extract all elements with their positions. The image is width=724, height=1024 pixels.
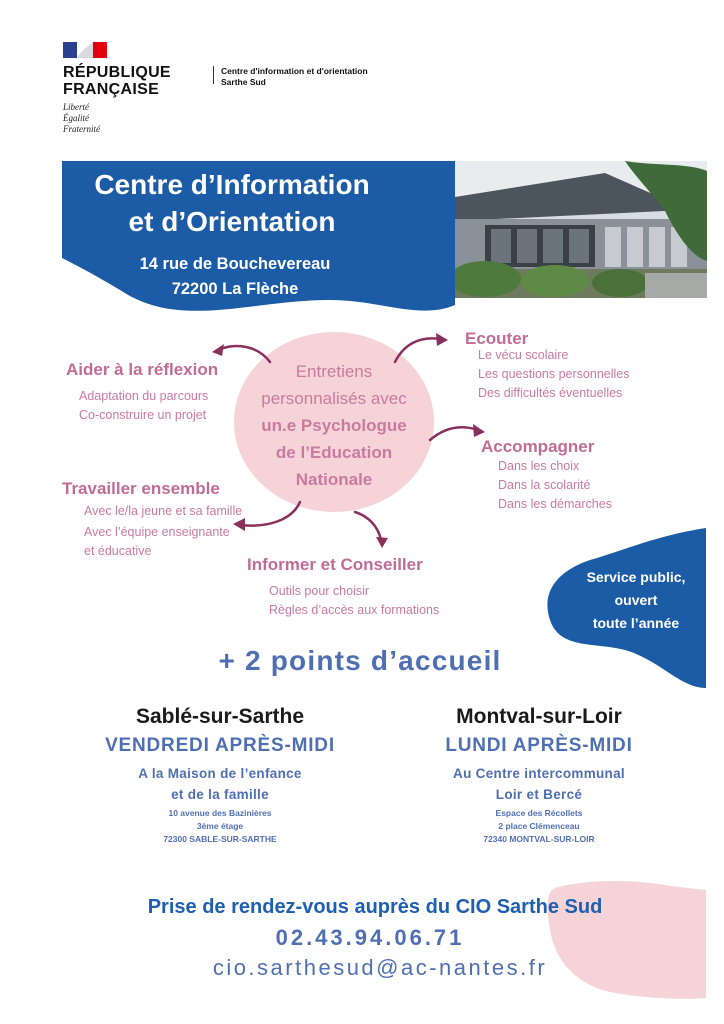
place-name-line-1: A la Maison de l’enfance <box>138 766 302 781</box>
arrow-to-accompagner <box>430 427 478 440</box>
address-line-1: 10 avenue des Bazinières <box>168 808 272 818</box>
section-ecouter-title: Ecouter <box>465 329 529 348</box>
section-informer-items <box>269 582 439 620</box>
francaise-line: FRANÇAISE <box>63 81 160 98</box>
list-item: Les questions personnelles <box>478 367 630 381</box>
cio-title <box>62 166 402 240</box>
center-circle-text <box>246 358 422 493</box>
section-aider-items <box>79 387 208 425</box>
title-line-2: et d’Orientation <box>128 206 336 237</box>
address-line-1: Espace des Récollets <box>495 808 583 818</box>
service-line-1: Service public, <box>586 569 686 585</box>
section-accompagner-items <box>498 457 612 514</box>
section-informer-title: Informer et Conseiller <box>247 555 423 574</box>
address-line-3: 72300 SABLE-SUR-SARTHE <box>163 834 277 844</box>
place-name-line-2: Loir et Bercé <box>495 787 583 802</box>
list-item: Le vécu scolaire <box>478 348 569 362</box>
building-photo <box>455 161 707 298</box>
center-line-2: personnalisés avec <box>261 389 407 408</box>
org-line-1: Centre d'information et d'orientation <box>221 66 368 76</box>
list-item: Règles d’accès aux formations <box>269 603 440 617</box>
arrow-to-informer <box>355 512 381 540</box>
center-line-3: un.e Psychologue <box>261 416 407 435</box>
address-line-2: 2 place Clémenceau <box>498 821 580 831</box>
list-item: et éducative <box>84 544 152 558</box>
motto-fraternite: Fraternité <box>63 124 100 134</box>
list-item: Dans les choix <box>498 459 580 473</box>
center-line-1: Entretiens <box>295 362 373 381</box>
place-name-line-1: Au Centre intercommunal <box>453 766 625 781</box>
address-line-2: 3ème étage <box>196 821 244 831</box>
section-ecouter-items <box>478 346 630 403</box>
list-item: Dans les démarches <box>498 497 612 511</box>
section-aider-title: Aider à la réflexion <box>66 360 219 379</box>
list-item: Co-construire un projet <box>79 408 207 422</box>
service-line-2: ouvert <box>614 592 658 608</box>
city-name: Sablé-sur-Sarthe <box>135 705 305 728</box>
city-name: Montval-sur-Loir <box>456 705 622 728</box>
list-item: Dans la scolarité <box>498 478 591 492</box>
list-item: Avec l’équipe enseignante <box>84 525 230 539</box>
list-item: Outils pour choisir <box>269 584 370 598</box>
center-line-4: de l’Education <box>275 443 393 462</box>
phone-link[interactable]: 02.43.94.06.71 <box>275 925 465 950</box>
list-item: Des difficultés éventuelles <box>478 386 623 400</box>
arrow-to-travailler <box>240 502 300 526</box>
org-line-2: Sarthe Sud <box>221 77 266 87</box>
appointment-heading: Prise de rendez-vous auprès du CIO Sarthe Sud <box>147 896 603 918</box>
email-link[interactable]: cio.sarthesud@ac-nantes.fr <box>212 955 548 980</box>
list-item: Avec le/la jeune et sa famille <box>84 504 243 518</box>
service-public-text <box>566 566 706 635</box>
place-name-line-2: et de la famille <box>171 787 269 802</box>
address-city: 72200 La Flèche <box>171 280 299 298</box>
location-sable <box>60 705 380 846</box>
opening-day: VENDREDI APRÈS-MIDI <box>105 735 335 756</box>
motto-egalite: Égalité <box>63 113 89 123</box>
section-travailler-title: Travailler ensemble <box>62 479 220 498</box>
service-line-3: toute l’année <box>592 615 680 631</box>
points-accueil-title: + 2 points d’accueil <box>218 645 502 676</box>
republique-line: RÉPUBLIQUE <box>63 64 171 81</box>
center-line-5: Nationale <box>295 470 373 489</box>
address-line-3: 72340 MONTVAL-SUR-LOIR <box>483 834 595 844</box>
section-travailler-items <box>84 502 242 561</box>
motto-liberte: Liberté <box>63 102 89 112</box>
list-item: Adaptation du parcours <box>79 389 209 403</box>
location-montval <box>380 705 698 846</box>
section-accompagner-title: Accompagner <box>481 437 595 456</box>
title-line-1: Centre d’Information <box>94 169 370 200</box>
opening-day: LUNDI APRÈS-MIDI <box>445 735 633 756</box>
address-street: 14 rue de Bouchevereau <box>139 255 331 273</box>
cio-address <box>100 252 370 302</box>
